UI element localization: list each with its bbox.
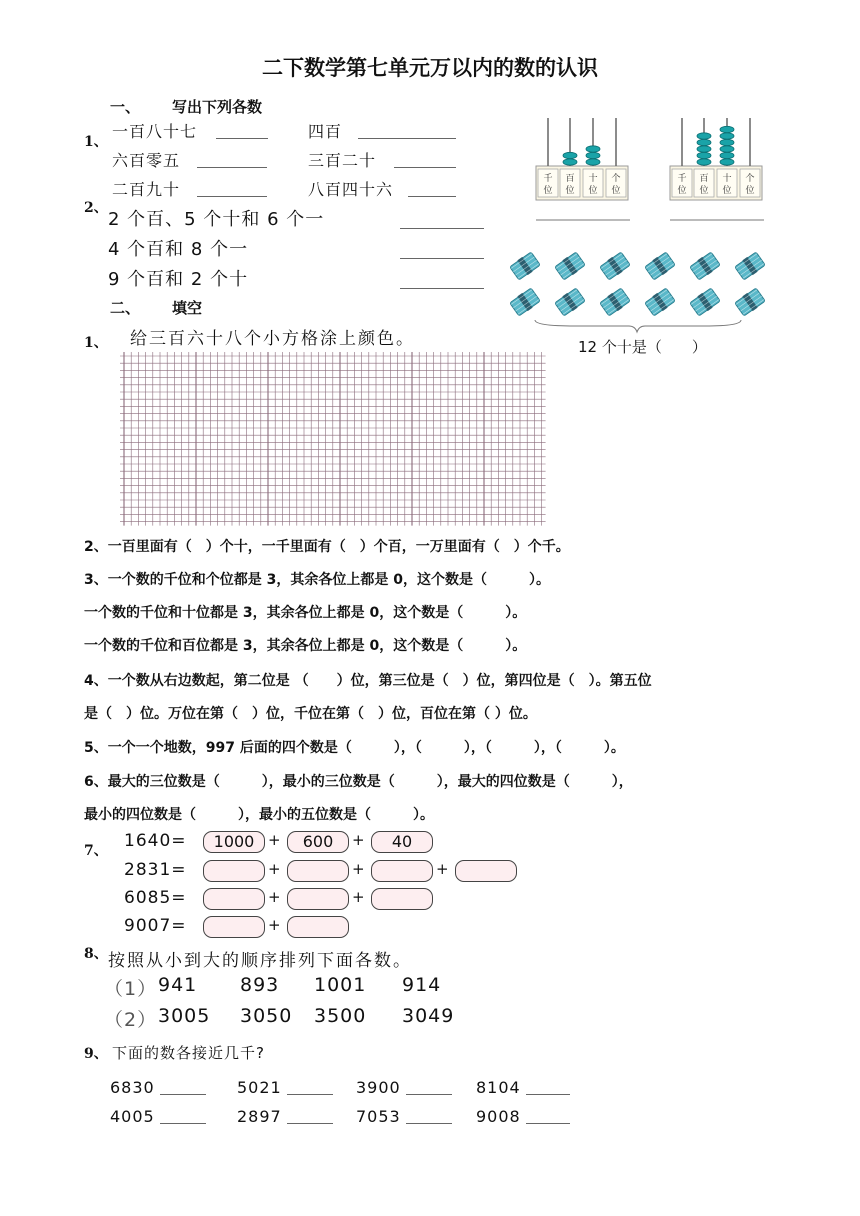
abacus-bead xyxy=(697,139,711,145)
answer-line[interactable] xyxy=(358,138,456,139)
answer-line[interactable] xyxy=(408,196,456,197)
ten-bundle xyxy=(689,251,721,281)
q8-value: 893 xyxy=(240,974,280,996)
abacus-bead xyxy=(720,126,734,132)
abacus-bead xyxy=(697,133,711,139)
abacus-label: 位 xyxy=(611,186,621,196)
plus-sign: + xyxy=(436,860,449,878)
write-item: 4 个百和 8 个一 xyxy=(108,239,249,260)
ten-bundle xyxy=(554,287,586,317)
question-3c: 一个数的千位和百位都是 3，其余各位上都是 0，这个数是（ ）。 xyxy=(84,638,527,654)
q8-value: 3049 xyxy=(402,1005,455,1027)
abacus-figures xyxy=(530,114,770,234)
abacus-bead xyxy=(586,152,600,158)
q7-box[interactable]: 600 xyxy=(287,831,349,853)
q8-instruction: 按照从小到大的顺序排列下面各数。 xyxy=(108,951,412,971)
abacus-label: 位 xyxy=(565,186,575,196)
q9-value: 9008 xyxy=(476,1107,521,1126)
answer-line[interactable] xyxy=(287,1094,333,1095)
ten-bundles-figure xyxy=(505,246,775,336)
abacus-bead xyxy=(720,133,734,139)
q9-value: 7053 xyxy=(356,1107,401,1126)
q7-box[interactable] xyxy=(287,916,349,938)
answer-line[interactable] xyxy=(394,167,456,168)
question-3b: 一个数的千位和十位都是 3，其余各位上都是 0，这个数是（ ）。 xyxy=(84,605,527,621)
ten-bundle xyxy=(689,287,721,317)
write-item: 六百零五 xyxy=(112,151,181,170)
q7-box[interactable] xyxy=(203,888,265,910)
answer-line[interactable] xyxy=(526,1094,570,1095)
abacus-bead xyxy=(586,159,600,165)
ten-bundle xyxy=(509,251,541,281)
q9-value: 8104 xyxy=(476,1078,521,1097)
abacus-label: 位 xyxy=(543,186,553,196)
section1-heading: 写出下列各数 xyxy=(172,98,263,116)
section2-number: 二、 xyxy=(110,299,141,317)
ten-bundle xyxy=(554,251,586,281)
plus-sign: + xyxy=(268,831,281,849)
ten-bundle xyxy=(734,287,766,317)
q7-equation-left: 1640= xyxy=(124,831,187,851)
abacus-bead xyxy=(697,152,711,158)
answer-line[interactable] xyxy=(160,1123,206,1124)
q9-value: 5021 xyxy=(237,1078,282,1097)
abacus-right xyxy=(670,118,764,220)
q8-number: 8、 xyxy=(84,946,108,962)
write-item: 二百九十 xyxy=(112,180,181,199)
answer-line[interactable] xyxy=(160,1094,206,1095)
write-item: 2 个百、5 个十和 6 个一 xyxy=(108,209,325,230)
q8-value: 3005 xyxy=(158,1005,211,1027)
answer-line[interactable] xyxy=(526,1123,570,1124)
abacus-label: 位 xyxy=(677,186,687,196)
q9-value: 2897 xyxy=(237,1107,282,1126)
abacus-label: 位 xyxy=(699,186,709,196)
write-item: 八百四十六 xyxy=(308,180,394,199)
abacus-label: 十 xyxy=(588,174,598,184)
abacus-bead xyxy=(563,159,577,165)
section2-heading: 填空 xyxy=(172,299,203,317)
abacus-label: 位 xyxy=(722,186,732,196)
q8-row-label: （2） xyxy=(104,1009,158,1031)
q7-box[interactable] xyxy=(371,888,433,910)
abacus-bead xyxy=(720,152,734,158)
q7-equation-left: 2831= xyxy=(124,860,187,880)
write-item: 三百二十 xyxy=(308,151,377,170)
question-4b: 是（ ）位。万位在第（ ）位，千位在第（ ）位，百位在第（ ）位。 xyxy=(84,706,537,722)
answer-line[interactable] xyxy=(400,288,484,289)
answer-line[interactable] xyxy=(400,258,484,259)
question-5: 5、一个一个地数，997 后面的四个数是（ ），（ ），（ ），（ ）。 xyxy=(84,740,625,756)
q7-box[interactable] xyxy=(455,860,517,882)
q8-row-label: （1） xyxy=(104,978,158,1000)
ten-bundle xyxy=(509,287,541,317)
plus-sign: + xyxy=(352,888,365,906)
abacus-bead xyxy=(720,159,734,165)
answer-line[interactable] xyxy=(406,1094,452,1095)
ten-bundle xyxy=(599,287,631,317)
ten-bundle xyxy=(599,251,631,281)
q8-value: 941 xyxy=(158,974,198,996)
abacus-label: 千 xyxy=(677,174,687,184)
q8-value: 1001 xyxy=(314,974,367,996)
abacus-bead xyxy=(697,146,711,152)
question-4a: 4、一个数从右边数起，第二位是 （ ）位，第三位是（ ）位，第四位是（ ）。第五位 xyxy=(84,673,652,689)
answer-line[interactable] xyxy=(216,138,268,139)
abacus-left xyxy=(536,118,630,220)
answer-line[interactable] xyxy=(400,228,484,229)
abacus-label: 位 xyxy=(745,186,755,196)
question-2: 2、一百里面有（ ）个十，一千里面有（ ）个百，一万里面有（ ）个千。 xyxy=(84,539,570,555)
q2-number: 2、 xyxy=(84,200,108,216)
write-item: 一百八十七 xyxy=(112,122,198,141)
q7-equation-left: 9007= xyxy=(124,916,187,936)
q7-box[interactable] xyxy=(287,860,349,882)
q9-value: 3900 xyxy=(356,1078,401,1097)
question-3a: 3、一个数的千位和个位都是 3，其余各位上都是 0，这个数是（ ）。 xyxy=(84,572,550,588)
abacus-label: 千 xyxy=(543,174,553,184)
bundle-brace xyxy=(535,320,741,332)
color-grid[interactable] xyxy=(118,350,550,526)
abacus-label: 百 xyxy=(565,174,575,184)
plus-sign: + xyxy=(352,831,365,849)
write-item: 9 个百和 2 个十 xyxy=(108,269,249,290)
abacus-bead xyxy=(720,146,734,152)
plus-sign: + xyxy=(268,888,281,906)
plus-sign: + xyxy=(268,860,281,878)
answer-line[interactable] xyxy=(287,1123,333,1124)
answer-line[interactable] xyxy=(197,167,267,168)
abacus-bead xyxy=(720,139,734,145)
q8-value: 3050 xyxy=(240,1005,293,1027)
abacus-label: 百 xyxy=(699,174,709,184)
q8-value: 914 xyxy=(402,974,442,996)
question-6b: 最小的四位数是（ ），最小的五位数是（ ）。 xyxy=(84,807,434,823)
q7-equation-left: 6085= xyxy=(124,888,187,908)
section1-number: 一、 xyxy=(110,98,141,116)
write-item: 四百 xyxy=(308,122,343,141)
q7-box[interactable] xyxy=(371,860,433,882)
fill-q1-instruction: 给三百六十八个小方格涂上颜色。 xyxy=(130,329,415,349)
q7-box[interactable] xyxy=(203,916,265,938)
page-title: 二下数学第七单元万以内的数的认识 xyxy=(262,56,598,80)
abacus-bead xyxy=(697,159,711,165)
q9-number: 9、 xyxy=(84,1046,108,1062)
answer-line[interactable] xyxy=(197,196,267,197)
abacus-bead xyxy=(586,146,600,152)
q9-value: 6830 xyxy=(110,1078,155,1097)
q7-number: 7、 xyxy=(84,843,108,859)
ten-bundle xyxy=(644,287,676,317)
abacus-label: 个 xyxy=(611,174,621,184)
q7-box[interactable]: 40 xyxy=(371,831,433,853)
answer-line[interactable] xyxy=(406,1123,452,1124)
fill-q1-number: 1、 xyxy=(84,335,108,351)
abacus-label: 个 xyxy=(745,174,755,184)
abacus-bead xyxy=(563,152,577,158)
q9-instruction: 下面的数各接近几千? xyxy=(112,1044,265,1062)
q9-value: 4005 xyxy=(110,1107,155,1126)
abacus-label: 十 xyxy=(722,174,732,184)
q7-box[interactable] xyxy=(287,888,349,910)
bundles-caption: 12 个十是（ ） xyxy=(578,338,707,356)
q8-value: 3500 xyxy=(314,1005,367,1027)
ten-bundle xyxy=(734,251,766,281)
question-6a: 6、最大的三位数是（ ），最小的三位数是（ ），最大的四位数是（ ）， xyxy=(84,774,633,790)
q1-number: 1、 xyxy=(84,134,108,150)
plus-sign: + xyxy=(268,916,281,934)
q7-box[interactable]: 1000 xyxy=(203,831,265,853)
ten-bundle xyxy=(644,251,676,281)
plus-sign: + xyxy=(352,860,365,878)
abacus-label: 位 xyxy=(588,186,598,196)
q7-box[interactable] xyxy=(203,860,265,882)
